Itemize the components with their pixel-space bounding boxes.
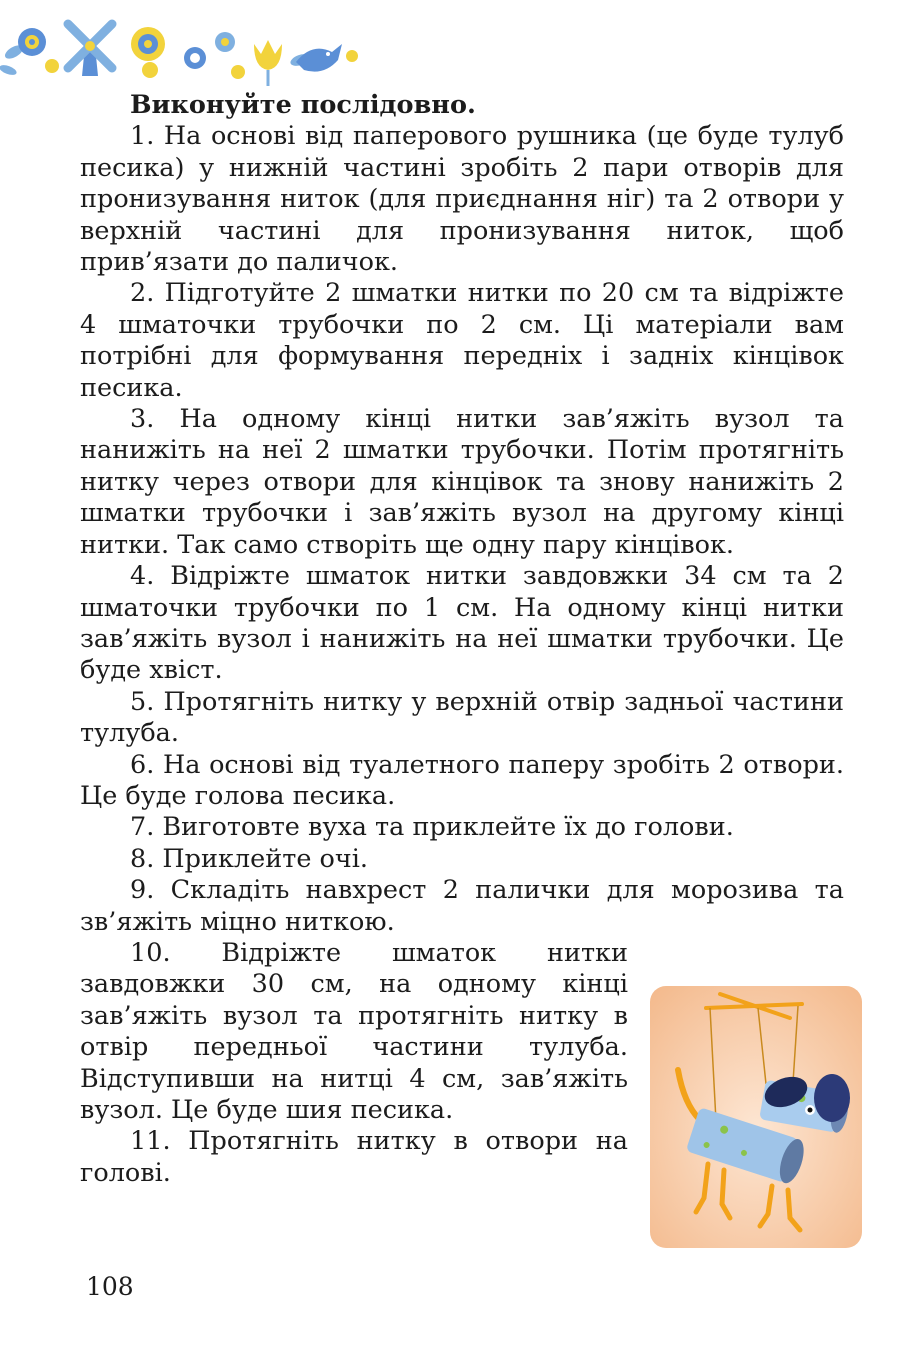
step-2: 2. Підготуйте 2 шматки нитки по 20 см та відріжте 4 шматочки трубочки по 2 см. Ці матеріали вам потрібні для формування передніх і задніх кінцівок песика. (80, 278, 844, 403)
step-1: 1. На основі від паперового рушника (це буде тулуб песика) у нижній частині зробіть 2 пари отворів для пронизування ниток (для приєднання ніг) та 2 отвори у верхній частині для пронизування ниток, щоб прив’язати до паличок. (80, 121, 844, 278)
page-number: 108 (86, 1272, 134, 1301)
instructions-heading: Виконуйте послідовно. (130, 90, 476, 120)
step-8: 8. Приклейте очі. (130, 843, 368, 874)
step-10: 10. Відріжте шматок нитки завдовжки 30 см, на одному кінці зав’яжіть вузол та протягніть нитку в отвір передньої частини тулуба. Відступивши на нитці 4 см, зав’яжіть вузол. Це буде шия песика. (80, 937, 628, 1125)
step-7: 7. Виготовте вуха та приклейте їх до голови. (130, 812, 734, 843)
step-3: 3. На одному кінці нитки зав’яжіть вузол та нанижіть на неї 2 шматки трубочки. Потім протягніть нитку через отвори для кінцівок та знову нанижіть 2 шматки трубочки і зав’яжіть вузол на другому кінці нитки. Так само створіть ще одну пару кінцівок. (80, 404, 844, 560)
puppet-dog-illustration (650, 986, 862, 1248)
step-4: 4. Відріжте шматок нитки завдовжки 34 см та 2 шматочки трубочки по 1 см. На одному кінці нитки зав’яжіть вузол і нанижіть на неї шматки трубочки. Це буде хвіст. (80, 561, 844, 686)
step-11: 11. Протягніть нитку в отвори на голові. (80, 1126, 628, 1188)
puppet-dog-photo (650, 986, 862, 1248)
step-5: 5. Протягніть нитку у верхній отвір задньої частини тулуба. (80, 686, 844, 749)
step-9: 9. Складіть навхрест 2 палички для морозива та зв’яжіть міцно ниткою. (80, 875, 844, 937)
step-6: 6. На основі від туалетного паперу зробіть 2 отвори. Це буде голова песика. (80, 749, 844, 811)
folk-ornament-decoration (0, 0, 380, 90)
